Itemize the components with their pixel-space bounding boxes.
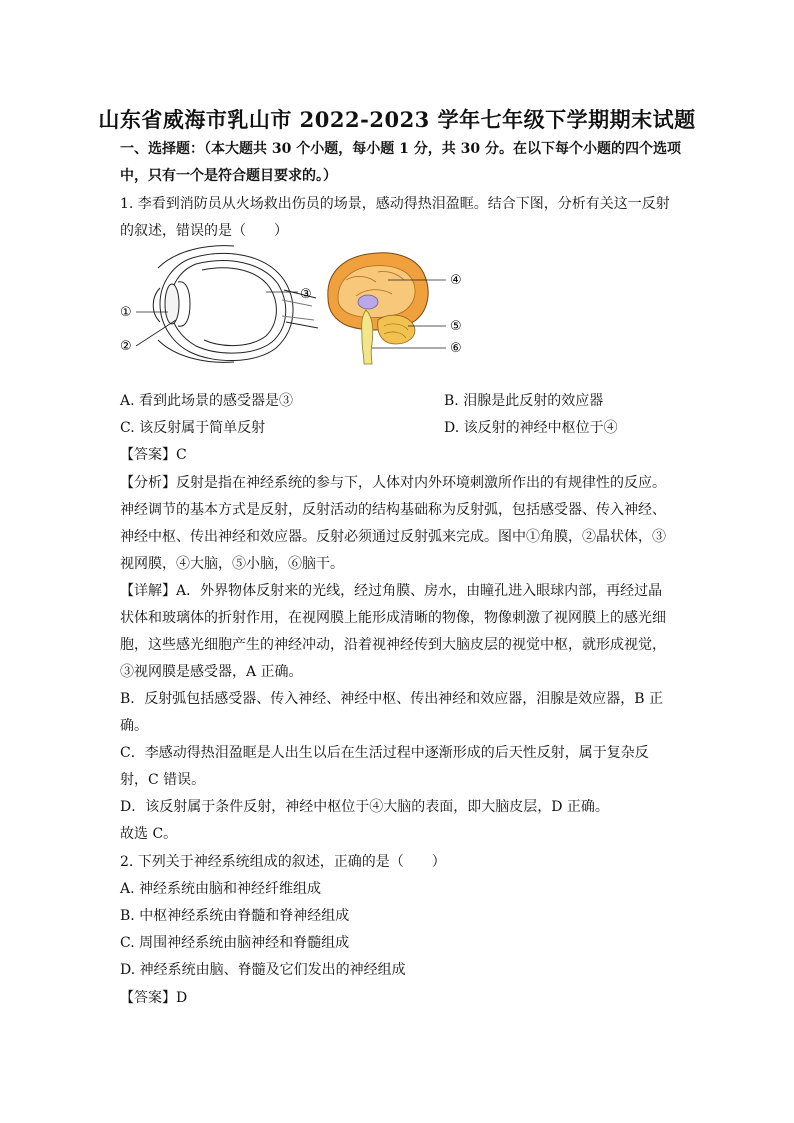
q1-detail-line: 故选 C。 <box>120 826 178 842</box>
section-heading-line1: 一、选择题：（本大题共 30 个小题，每小题 1 分，共 30 分。在以下每个小题的四个选项 <box>120 141 681 157</box>
eye-brain-diagram <box>116 240 476 370</box>
q1-detail-line: 确。 <box>120 718 148 734</box>
q1-analysis-line: 视网膜，④大脑，⑤小脑，⑥脑干。 <box>120 556 344 572</box>
q1-option-b: B. 泪腺是此反射的效应器 <box>444 393 604 409</box>
q1-analysis-line: 【分析】反射是指在神经系统的参与下，人体对内外环境刺激所作出的有规律性的反应。 <box>120 475 666 491</box>
q1-stem-line2: 的叙述，错误的是（ ） <box>120 223 288 239</box>
q1-detail-line: 【详解】A．外界物体反射来的光线，经过角膜、房水，由瞳孔进入眼球内部，再经过晶 <box>120 583 663 599</box>
q1-detail-line: B．反射弧包括感受器、传入神经、神经中枢、传出神经和效应器，泪腺是效应器，B 正 <box>120 691 664 707</box>
q1-detail-line: ③视网膜是感受器，A 正确。 <box>120 664 303 680</box>
q1-option-a: A. 看到此场景的感受器是③ <box>120 393 294 409</box>
q2-option: B. 中枢神经系统由脊髓和脊神经组成 <box>120 908 350 924</box>
brain-illustration <box>328 253 428 364</box>
q1-answer: 【答案】C <box>120 447 187 463</box>
q2-stem: 2. 下列关于神经系统组成的叙述，正确的是（ ） <box>120 854 446 870</box>
label-2: ② <box>120 339 132 354</box>
label-1: ① <box>120 305 132 320</box>
q1-analysis-line: 神经中枢、传出神经和效应器。反射必须通过反射弧来完成。图中①角膜，②晶状体，③ <box>120 529 666 545</box>
q1-figure <box>116 240 476 370</box>
q2-option: D. 神经系统由脑、脊髓及它们发出的神经组成 <box>120 962 406 978</box>
q2-option: A. 神经系统由脑和神经纤维组成 <box>120 881 322 897</box>
q1-detail-line: C．李感动得热泪盈眶是人出生以后在生活过程中逐渐形成的后天性反射，属于复杂反 <box>120 745 649 761</box>
q1-detail-line: 胞，这些感光细胞产生的神经冲动，沿着视神经传到大脑皮层的视觉中枢，就形成视觉， <box>120 637 666 653</box>
page-title: 山东省威海市乳山市 2022-2023 学年七年级下学期期末试题 <box>98 107 696 132</box>
q1-option-d: D. 该反射的神经中枢位于④ <box>444 420 618 436</box>
label-4: ④ <box>450 273 462 288</box>
q1-option-c: C. 该反射属于简单反射 <box>120 420 266 436</box>
label-3: ③ <box>300 287 312 302</box>
q2-answer: 【答案】D <box>120 990 188 1006</box>
eyeball-illustration <box>153 246 318 363</box>
q1-analysis-line: 神经调节的基本方式是反射，反射活动的结构基础称为反射弧，包括感受器、传入神经、 <box>120 502 666 518</box>
q1-stem-line1: 1. 李看到消防员从火场救出伤员的场景，感动得热泪盈眶。结合下图，分析有关这一反射 <box>120 196 670 212</box>
label-5: ⑤ <box>450 319 462 334</box>
label-6: ⑥ <box>450 341 462 356</box>
q1-detail-line: D．该反射属于条件反射，神经中枢位于④大脑的表面，即大脑皮层，D 正确。 <box>120 799 609 815</box>
q2-option: C. 周围神经系统由脑神经和脊髓组成 <box>120 935 350 951</box>
section-heading-line2: 中，只有一个是符合题目要求的。） <box>120 168 337 184</box>
q1-detail-line: 射，C 错误。 <box>120 772 206 788</box>
q1-detail-line: 状体和玻璃体的折射作用，在视网膜上能形成清晰的物像，物像刺激了视网膜上的感光细 <box>120 610 666 626</box>
